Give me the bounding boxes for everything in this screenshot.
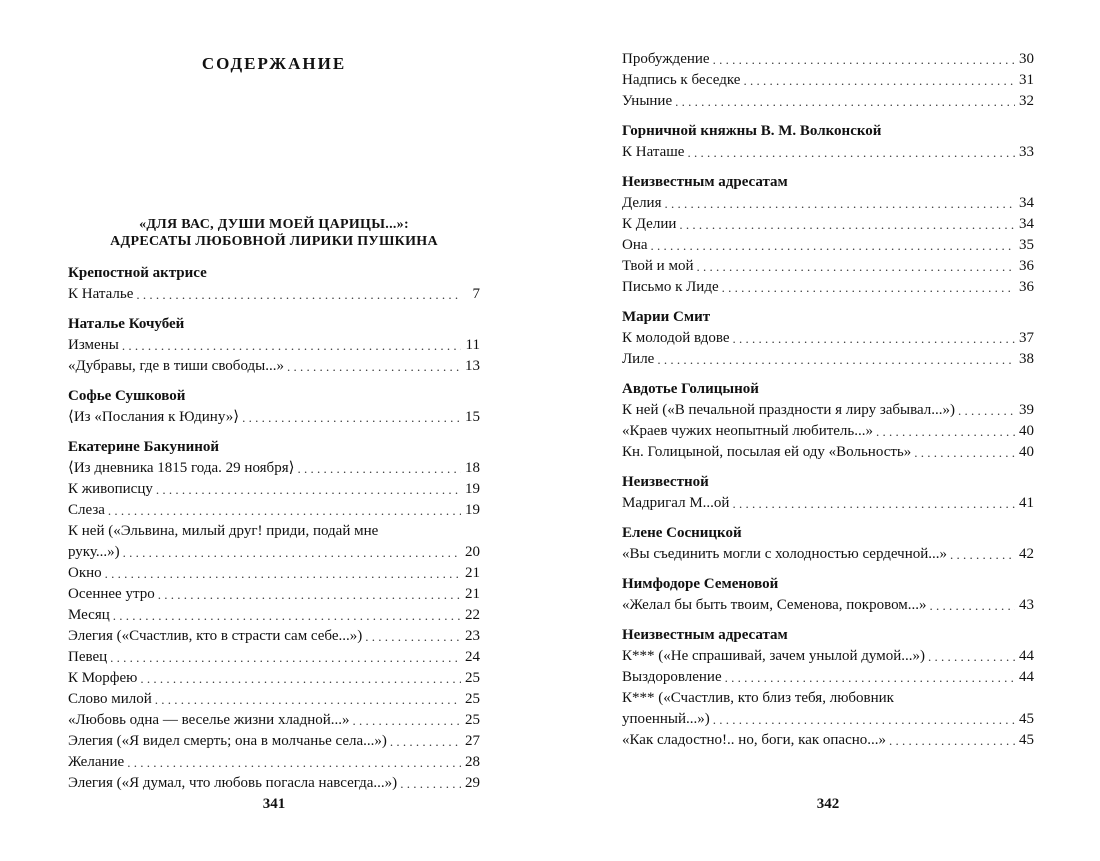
toc-section [622,172,1034,298]
entry-line2 [622,709,1034,730]
left-page [68,0,480,861]
entry-title: К*** («Счастлив, кто близ тебя, любовник [622,690,894,706]
dot-leader [696,256,1015,277]
entry-title: ⟨Из «Послания к Юдину»⟩ [68,409,240,425]
dot-leader [713,49,1015,70]
right-toc-list [622,49,1034,760]
entry-title: «Как сладостно!.. но, боги, как опасно...» [622,732,887,748]
toc-entry [68,407,480,428]
section-heading: Софье Сушковой [68,388,186,404]
entry-title: Измены [68,337,119,353]
entry-page-number: 22 [465,607,480,623]
dot-leader [155,689,461,710]
page-number-right: 342 [816,796,840,812]
entry-title: К Наталье [68,286,134,302]
right-page [622,0,1034,861]
dot-leader [725,667,1015,688]
entry-title: «Дубравы, где в тиши свободы...» [68,358,284,374]
toc-entry [622,646,1034,667]
dot-leader [105,563,461,584]
dot-leader [675,91,1015,112]
contents-title: СОДЕРЖАНИЕ [201,54,347,73]
toc-section [622,625,1034,751]
toc-entry [622,214,1034,235]
entry-page-number: 36 [1019,258,1034,274]
toc-section [622,574,1034,616]
toc-entry [68,335,480,356]
toc-entry [622,235,1034,256]
section-heading: Авдотье Голицыной [622,381,759,397]
toc-entry [622,328,1034,349]
entry-page-number: 37 [1019,330,1034,346]
dot-leader [950,544,1015,565]
entry-page-number: 23 [465,628,480,644]
toc-entry [622,730,1034,751]
entry-title: Уныние [622,93,673,109]
page-number-left: 341 [262,796,286,812]
entry-title: Мадригал М...ой [622,495,730,511]
toc-section [622,307,1034,370]
toc-entry [68,689,480,710]
entry-title: «Любовь одна — веселье жизни хладной...» [68,712,350,728]
section-heading: Екатерине Бакуниной [68,439,220,455]
section-heading: Неизвестной [622,474,709,490]
toc-entry [622,442,1034,463]
dot-leader [242,407,461,428]
toc-section [622,523,1034,565]
entry-page-number: 31 [1019,72,1034,88]
entry-title: К Наташе [622,144,685,160]
toc-entry [622,595,1034,616]
entry-page-number: 21 [465,565,480,581]
entry-page-number: 44 [1019,648,1034,664]
dot-leader [123,542,461,563]
section-heading: Елене Сосницкой [622,525,742,541]
entry-page-number: 13 [465,358,480,374]
entry-page-number: 25 [465,670,480,686]
toc-entry [622,193,1034,214]
entry-page-number: 25 [465,691,480,707]
toc-entry [622,49,1034,70]
toc-entry [68,626,480,647]
entry-title: К Морфею [68,670,138,686]
entry-title: Элегия («Я думал, что любовь погасла навсегда...») [68,775,398,791]
entry-page-number: 11 [465,337,480,353]
entry-page-number: 35 [1019,237,1034,253]
section-heading: Нимфодоре Семеновой [622,576,779,592]
toc-entry [68,773,480,794]
entry-page-number: 43 [1019,597,1034,613]
entry-title: Письмо к Лиде [622,279,719,295]
toc-section [622,121,1034,163]
entry-page-number: 42 [1019,546,1034,562]
entry-page-number: 18 [465,460,480,476]
dot-leader [297,458,461,479]
toc-entry [68,500,480,521]
entry-page-number: 34 [1019,195,1034,211]
dot-leader [743,70,1015,91]
entry-title: «Краев чужих неопытный любитель...» [622,423,874,439]
entry-page-number: 40 [1019,444,1034,460]
toc-entry [68,563,480,584]
dot-leader [127,752,461,773]
toc-entry [622,493,1034,514]
dot-leader [136,284,461,305]
toc-entry [68,605,480,626]
entry-title-cont: упоенный...») [622,711,710,727]
part-title-line2: АДРЕСАТЫ ЛЮБОВНОЙ ЛИРИКИ ПУШКИНА [110,234,438,249]
entry-page-number: 29 [465,775,480,791]
toc-entry [68,521,480,563]
entry-page-number: 39 [1019,402,1034,418]
entry-title: Певец [68,649,108,665]
toc-entry [68,356,480,377]
dot-leader [353,710,461,731]
toc-entry [622,544,1034,565]
section-heading: Неизвестным адресатам [622,174,788,190]
entry-page-number: 41 [1019,495,1034,511]
dot-leader [108,500,461,521]
entry-title: К живописцу [68,481,153,497]
entry-page-number: 30 [1019,51,1034,67]
entry-title: Кн. Голицыной, посылая ей оду «Вольность» [622,444,912,460]
toc-entry [622,91,1034,112]
dot-leader [156,479,461,500]
toc-entry [622,142,1034,163]
dot-leader [930,595,1015,616]
dot-leader [687,142,1015,163]
entry-page-number: 33 [1019,144,1034,160]
entry-page-number: 36 [1019,279,1034,295]
dot-leader [679,214,1015,235]
dot-leader [400,773,461,794]
toc-entry [622,256,1034,277]
toc-entry [68,284,480,305]
entry-page-number: 28 [465,754,480,770]
entry-page-number: 45 [1019,711,1034,727]
toc-section [622,472,1034,514]
entry-title: ⟨Из дневника 1815 года. 29 ноября⟩ [68,460,295,476]
dot-leader [713,709,1015,730]
section-heading: Неизвестным адресатам [622,627,788,643]
entry-title: К ней («В печальной праздности я лиру забывал...») [622,402,956,418]
dot-leader [365,626,461,647]
toc-entry [68,647,480,668]
toc-section [68,386,480,428]
dot-leader [122,335,461,356]
entry-title: Месяц [68,607,110,623]
dot-leader [651,235,1015,256]
toc-entry [622,400,1034,421]
entry-page-number: 7 [472,286,480,302]
toc-section [622,49,1034,112]
toc-entry [68,584,480,605]
entry-title: Слово милой [68,691,152,707]
entry-title: «Желал бы быть твоим, Семенова, покровом...» [622,597,927,613]
dot-leader [110,647,461,668]
toc-entry [622,277,1034,298]
entry-page-number: 38 [1019,351,1034,367]
toc-entry [622,349,1034,370]
entry-page-number: 45 [1019,732,1034,748]
entry-title: Осеннее утро [68,586,155,602]
part-title-line1: «ДЛЯ ВАС, ДУШИ МОЕЙ ЦАРИЦЫ...»: [139,217,409,232]
entry-title: Твой и мой [622,258,694,274]
toc-entry [68,479,480,500]
dot-leader [928,646,1015,667]
entry-page-number: 20 [465,544,480,560]
entry-title: К*** («Не спрашивай, зачем унылой думой...») [622,648,925,664]
left-toc-list [68,263,480,803]
entry-title: Слеза [68,502,105,518]
dot-leader [958,400,1015,421]
dot-leader [158,584,461,605]
entry-page-number: 19 [465,481,480,497]
entry-title: Желание [68,754,125,770]
toc-entry [68,752,480,773]
dot-leader [914,442,1015,463]
entry-title: К молодой вдове [622,330,730,346]
entry-page-number: 21 [465,586,480,602]
dot-leader [665,193,1016,214]
entry-title: Элегия («Я видел смерть; она в молчанье села...») [68,733,387,749]
toc-entry [622,667,1034,688]
section-heading: Наталье Кочубей [68,316,185,332]
dot-leader [657,349,1015,370]
entry-title: Окно [68,565,102,581]
toc-entry [622,421,1034,442]
entry-title-cont: руку...») [68,544,120,560]
toc-entry [68,710,480,731]
entry-title: Надпись к беседке [622,72,741,88]
toc-entry [622,70,1034,91]
entry-line2 [68,542,480,563]
entry-page-number: 24 [465,649,480,665]
entry-title: Элегия («Счастлив, кто в страсти сам себе...») [68,628,363,644]
section-heading: Марии Смит [622,309,711,325]
toc-section [68,314,480,377]
entry-title: К ней («Эльвина, милый друг! приди, подай мне [68,523,379,539]
toc-entry [68,458,480,479]
dot-leader [113,605,461,626]
dot-leader [733,328,1015,349]
part-title [68,216,480,250]
entry-page-number: 34 [1019,216,1034,232]
dot-leader [889,730,1015,751]
section-heading: Горничной княжны В. М. Волконской [622,123,882,139]
toc-entry [622,688,1034,730]
entry-page-number: 15 [465,409,480,425]
dot-leader [876,421,1015,442]
toc-section [68,263,480,305]
dot-leader [287,356,461,377]
entry-title: Она [622,237,648,253]
toc-entry [68,668,480,689]
entry-page-number: 19 [465,502,480,518]
toc-section [622,379,1034,463]
entry-title: Выздоровление [622,669,722,685]
entry-page-number: 40 [1019,423,1034,439]
entry-title: Делия [622,195,662,211]
toc-section [68,437,480,794]
entry-page-number: 27 [465,733,480,749]
entry-title: Пробуждение [622,51,710,67]
entry-page-number: 32 [1019,93,1034,109]
section-heading: Крепостной актрисе [68,265,207,281]
dot-leader [732,493,1015,514]
entry-title: К Делии [622,216,677,232]
toc-entry [68,731,480,752]
entry-page-number: 44 [1019,669,1034,685]
entry-title: Лиле [622,351,655,367]
entry-title: «Вы съединить могли с холодностью сердечной...» [622,546,948,562]
dot-leader [722,277,1015,298]
dot-leader [390,731,461,752]
entry-page-number: 25 [465,712,480,728]
dot-leader [140,668,461,689]
